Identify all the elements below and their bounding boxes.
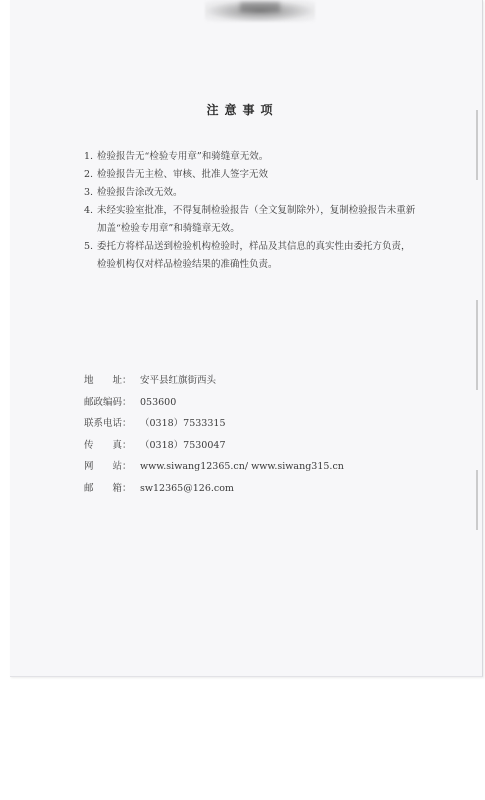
note-item <box>84 148 434 166</box>
contact-label: 联系电话： <box>84 418 132 429</box>
note-number: 3. <box>84 187 94 198</box>
contact-value: sw12365@126.com <box>140 482 234 494</box>
contact-value: （0318）7533315 <box>140 418 226 429</box>
contact-label: 邮政编码： <box>84 396 132 408</box>
scan-edge-mark <box>476 470 478 530</box>
note-item <box>84 238 434 274</box>
note-item <box>84 184 434 202</box>
scan-smudge <box>240 2 280 12</box>
note-text: 检验报告涂改无效。 <box>97 187 183 198</box>
page-title: 注意事项 <box>206 103 279 117</box>
note-item <box>84 202 434 238</box>
note-number: 1. <box>84 151 94 162</box>
note-item <box>84 166 434 184</box>
note-text: 检验报告无主检、审核、批准人签字无效 <box>97 169 269 180</box>
note-number: 5. <box>84 241 94 252</box>
contact-label: 邮 箱： <box>84 482 132 494</box>
contact-phone <box>84 413 344 435</box>
contact-postcode <box>84 392 344 414</box>
contact-value: 安平县红旗街西头 <box>140 375 217 386</box>
contact-label: 网 站： <box>84 461 132 472</box>
contact-address <box>84 370 344 392</box>
contact-info <box>84 370 344 499</box>
contact-label: 地 址： <box>84 375 132 386</box>
note-number: 4. <box>84 205 94 216</box>
contact-email <box>84 478 344 500</box>
note-text: 加盖“检验专用章”和骑缝章无效。 <box>97 223 240 234</box>
note-text: 检验机构仅对样品检验结果的准确性负责。 <box>97 259 278 270</box>
note-number: 2. <box>84 169 94 180</box>
notes-list <box>84 148 434 274</box>
contact-fax <box>84 435 344 457</box>
scan-edge-mark <box>476 110 478 180</box>
contact-label: 传 真： <box>84 439 132 451</box>
scan-edge-mark <box>476 300 478 390</box>
contact-website <box>84 456 344 478</box>
contact-value: 053600 <box>140 396 177 408</box>
contact-value: （0318）7530047 <box>140 439 226 451</box>
note-text: 委托方将样品送到检验机构检验时，样品及其信息的真实性由委托方负责， <box>97 241 411 252</box>
note-text: 检验报告无“检验专用章”和骑缝章无效。 <box>97 151 269 162</box>
note-text: 未经实验室批准，不得复制检验报告（全文复制除外），复制检验报告未重新 <box>97 205 416 216</box>
contact-value: www.siwang12365.cn/ www.siwang315.cn <box>140 461 344 472</box>
